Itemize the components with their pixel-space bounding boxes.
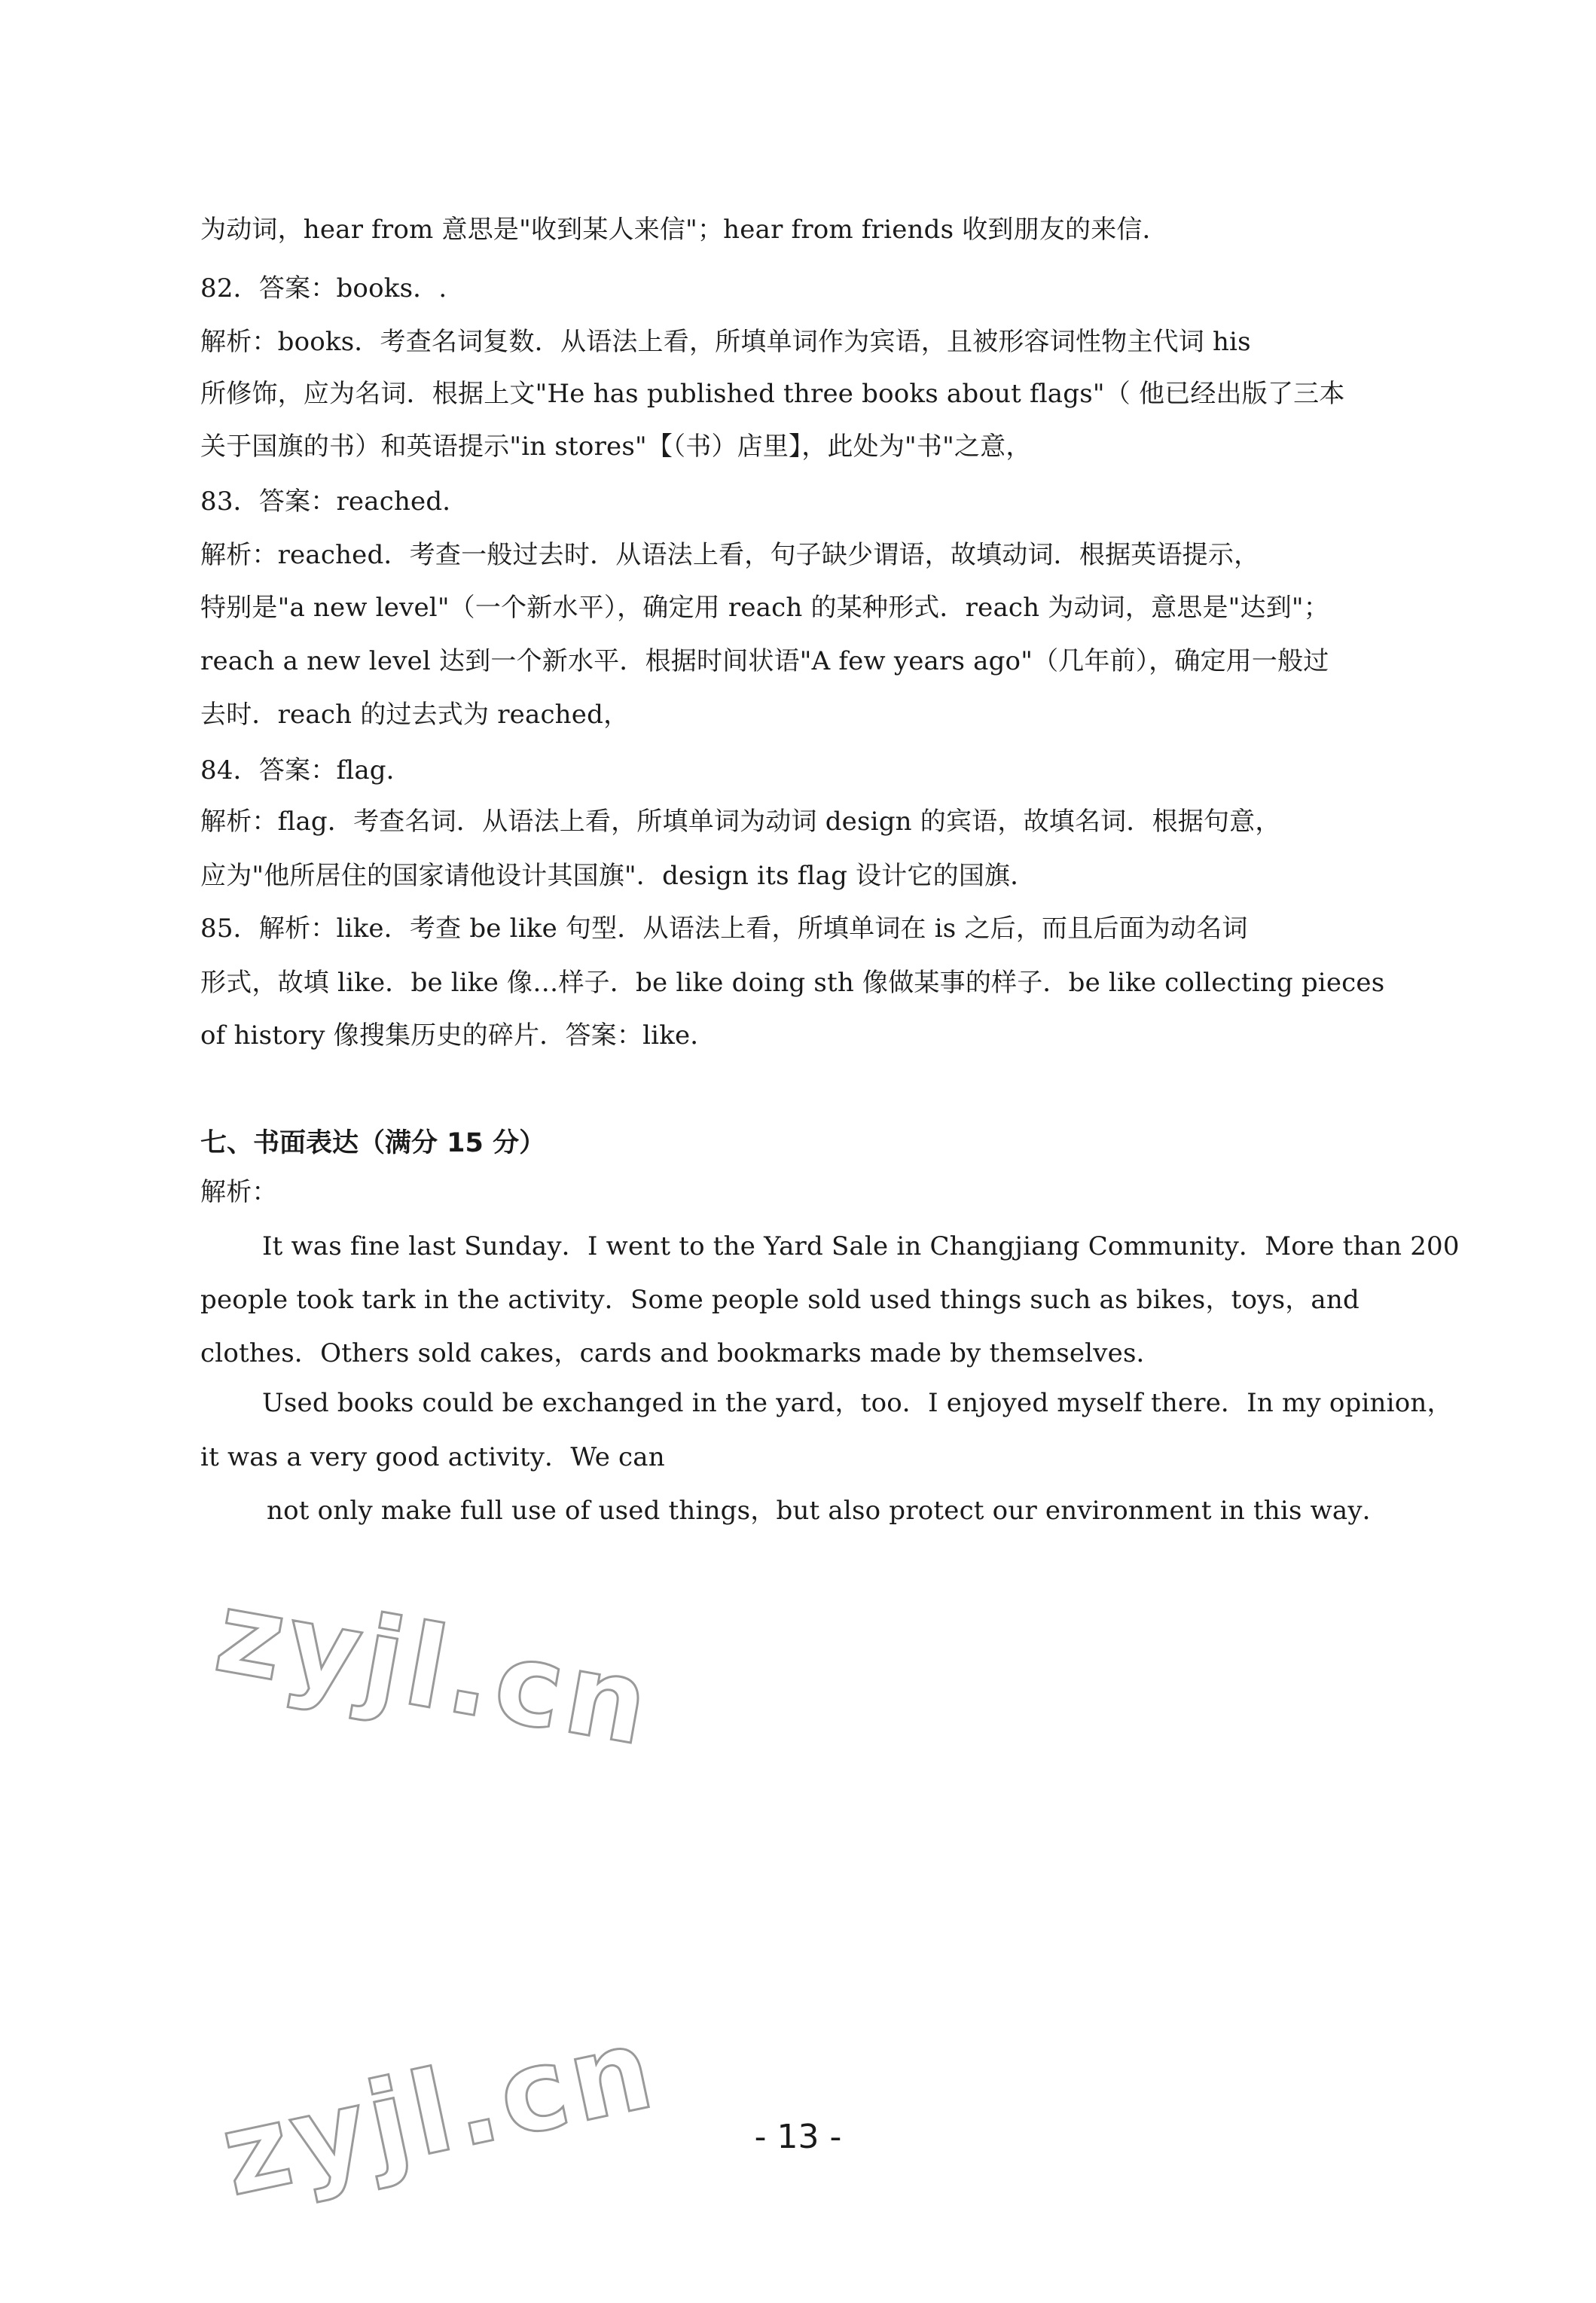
text-line: 特别是"a new level"（一个新水平），确定用 reach 的某种形式．reach 为动词，意思是"达到"； xyxy=(200,593,1329,623)
watermark: zyjl.cn xyxy=(206,1566,662,1772)
text-line: reach a new level 达到一个新水平．根据时间状语"A few years ago"（几年前），确定用一般过 xyxy=(200,646,1329,676)
watermark: zyjl.cn xyxy=(211,2002,668,2222)
essay-line: Used books could be exchanged in the yard，too．I enjoyed myself there．In my opinion， xyxy=(262,1388,1453,1418)
answer-84: 84．答案：flag． xyxy=(200,755,412,785)
answer-85: 85．解析：like．考查 be like 句型．从语法上看，所填单词在 is 之后，而且后面为动名词 xyxy=(200,914,1248,944)
essay-line: It was fine last Sunday．I went to the Yard Sale in Changjiang Community．More than 200 xyxy=(262,1231,1460,1261)
essay-line: not only make full use of used things，but also protect our environment in this way． xyxy=(267,1496,1389,1526)
analysis-label: 解析： xyxy=(200,1177,278,1207)
text-line: 去时．reach 的过去式为 reached， xyxy=(200,700,630,730)
text-line: 解析：flag．考查名词．从语法上看，所填单词为动词 design 的宾语，故填名词．根据句意， xyxy=(200,807,1281,837)
text-line: 关于国旗的书）和英语提示"in stores"【（书）店里】，此处为"书"之意， xyxy=(200,432,1032,462)
answer-83: 83．答案：reached． xyxy=(200,487,468,517)
text-line: 为动词，hear from 意思是"收到某人来信"；hear from friends 收到朋友的来信． xyxy=(200,215,1168,245)
text-line: 解析：books．考查名词复数．从语法上看，所填单词作为宾语，且被形容词性物主代词 his xyxy=(200,327,1251,357)
text-line: 解析：reached．考查一般过去时．从语法上看，句子缺少谓语，故填动词．根据英语提示， xyxy=(200,540,1260,570)
text-line: 应为"他所居住的国家请他设计其国旗"．design its flag 设计它的国旗． xyxy=(200,861,1036,891)
page-number: - 13 - xyxy=(754,2118,842,2156)
text-line: 所修饰，应为名词．根据上文"He has published three books about flags"（ 他已经出版了三本 xyxy=(200,379,1345,409)
text-line: 形式，故填 like．be like 像…样子．be like doing sth 像做某事的样子．be like collecting pieces xyxy=(200,968,1385,998)
text-line: of history 像搜集历史的碎片．答案：like． xyxy=(200,1020,716,1051)
essay-line: it was a very good activity．We can xyxy=(200,1442,665,1472)
section-heading: 七、书面表达（满分 15 分） xyxy=(200,1128,546,1158)
essay-line: people took tark in the activity．Some people sold used things such as bikes，toys，and xyxy=(200,1285,1359,1315)
answer-82: 82．答案：books．. xyxy=(200,273,447,304)
essay-line: clothes．Others sold cakes，cards and bookmarks made by themselves． xyxy=(200,1338,1162,1368)
